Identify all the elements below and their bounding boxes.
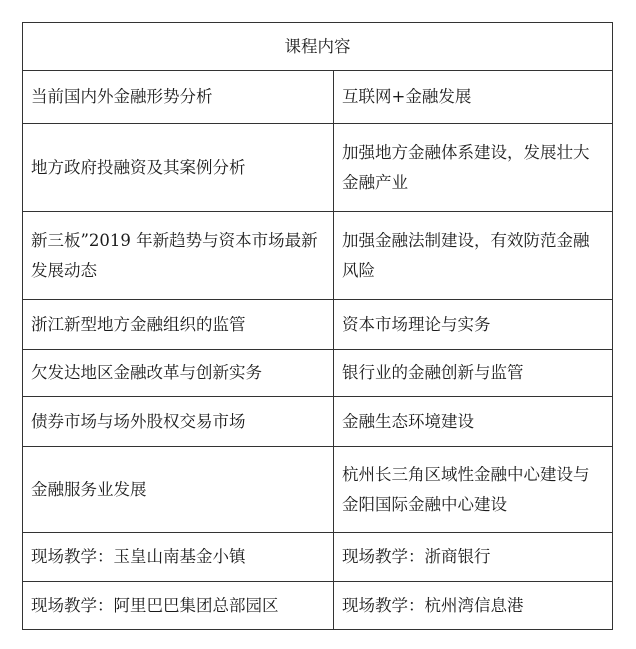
table-cell: 杭州长三角区域性金融中心建设与金阳国际金融中心建设 [334, 447, 613, 533]
table-cell: 地方政府投融资及其案例分析 [23, 124, 334, 212]
table-header-row [23, 23, 613, 71]
table-row [23, 124, 613, 212]
table-cell: 欠发达地区金融改革与创新实务 [23, 350, 334, 397]
table-cell: 银行业的金融创新与监管 [334, 350, 613, 397]
table-header: 课程内容 [23, 23, 613, 71]
table-row [23, 447, 613, 533]
table-cell: 现场教学：阿里巴巴集团总部园区 [23, 582, 334, 630]
table-cell: 金融服务业发展 [23, 447, 334, 533]
table-row [23, 582, 613, 630]
table-cell: 现场教学：杭州湾信息港 [334, 582, 613, 630]
table-row [23, 212, 613, 300]
table-cell: 新三板”2019 年新趋势与资本市场最新发展动态 [23, 212, 334, 300]
table-cell: 当前国内外金融形势分析 [23, 71, 334, 124]
table-row [23, 300, 613, 350]
table-cell: 浙江新型地方金融组织的监管 [23, 300, 334, 350]
table-cell: 互联网+金融发展 [334, 71, 613, 124]
table-cell: 金融生态环境建设 [334, 397, 613, 447]
table-cell: 债券市场与场外股权交易市场 [23, 397, 334, 447]
table-row [23, 397, 613, 447]
table-cell: 现场教学：浙商银行 [334, 533, 613, 582]
table-cell: 加强地方金融体系建设，发展壮大金融产业 [334, 124, 613, 212]
table-row [23, 533, 613, 582]
table-cell: 现场教学：玉皇山南基金小镇 [23, 533, 334, 582]
table-row [23, 350, 613, 397]
table-cell: 加强金融法制建设，有效防范金融风险 [334, 212, 613, 300]
table-cell: 资本市场理论与实务 [334, 300, 613, 350]
course-table [22, 22, 613, 630]
table-row [23, 71, 613, 124]
